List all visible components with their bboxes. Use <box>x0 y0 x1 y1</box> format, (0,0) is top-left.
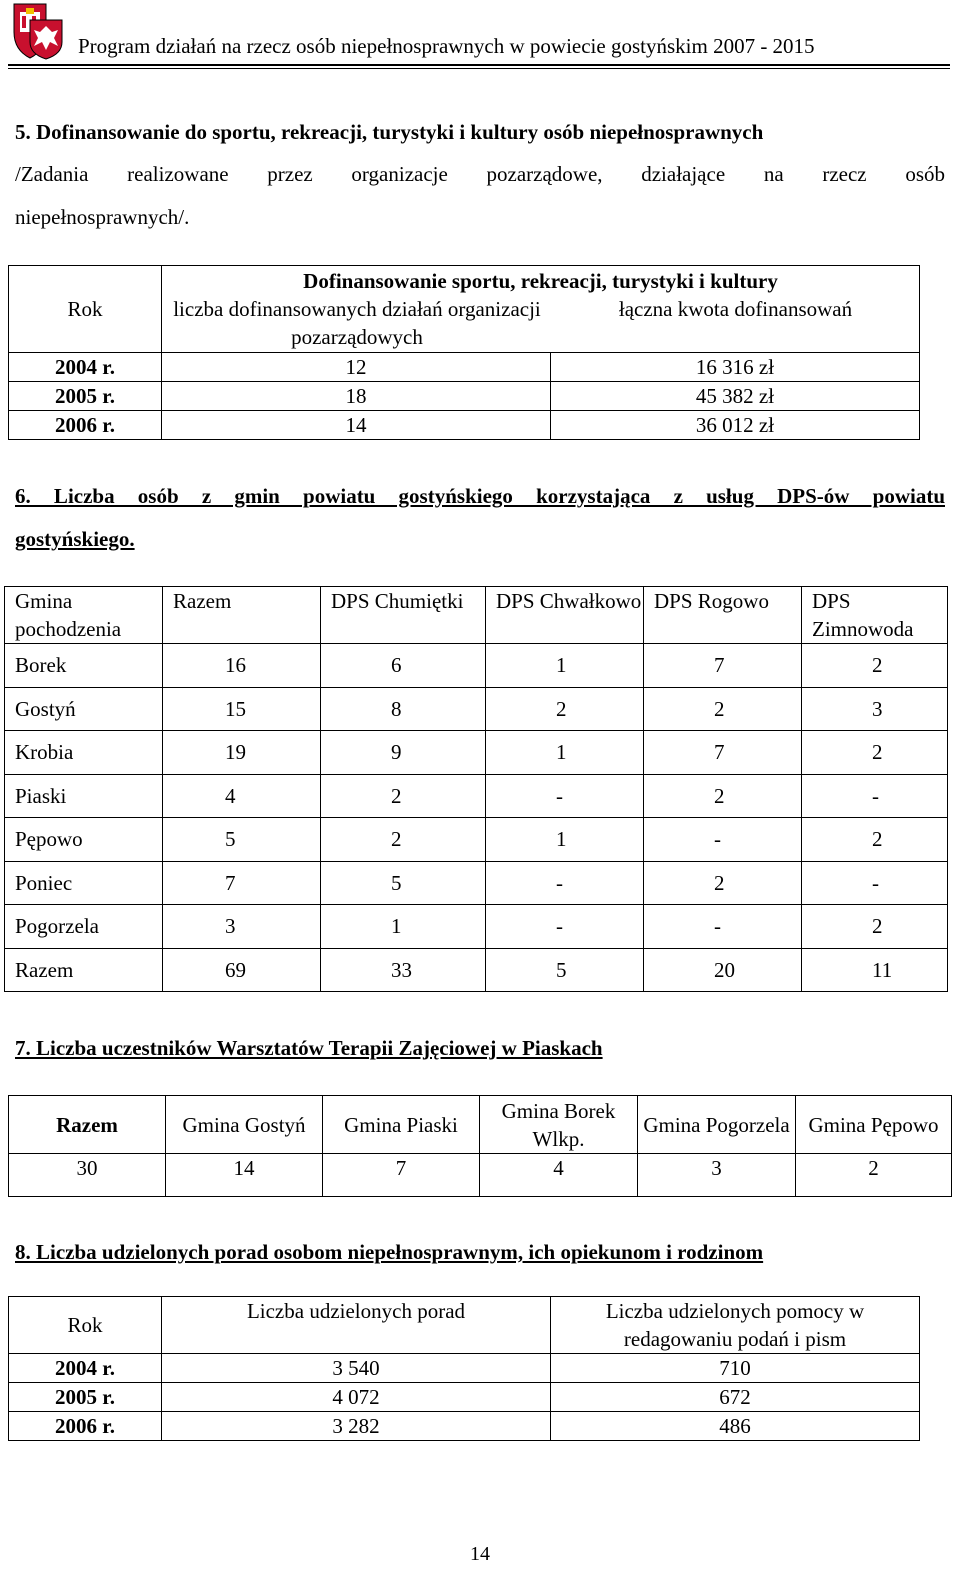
row-year: 2004 r. <box>9 353 162 382</box>
table-cell: 2 <box>644 687 802 731</box>
gmina-name-cell: Pępowo <box>5 818 163 862</box>
gmina-name-cell: Razem <box>5 948 163 992</box>
col-header-amount: łączna kwota dofinansowań <box>618 297 853 321</box>
dps-table <box>4 586 948 992</box>
table-cell: 1 <box>486 818 644 862</box>
table-cell: 4 <box>163 774 321 818</box>
table-cell: 8 <box>321 687 486 731</box>
table-cell: 5 <box>163 818 321 862</box>
table-row <box>5 818 948 862</box>
section-5-heading: 5. Dofinansowanie do sportu, rekreacji, turystyki i kultury osób niepełnosprawnych <box>15 120 764 144</box>
section-5-text-line2: niepełnosprawnych/. <box>15 205 190 229</box>
col-header-gmina: Gmina pochodzenia <box>5 587 163 644</box>
table-row <box>9 1354 920 1383</box>
table-cell: 69 <box>163 948 321 992</box>
gmina-name-cell: Poniec <box>5 861 163 905</box>
row-amount: 45 382 zł <box>551 382 920 411</box>
col-header-rok: Rok <box>9 1297 162 1354</box>
table-cell: 2 <box>802 905 948 949</box>
table-cell: 2 <box>321 774 486 818</box>
value-razem: 30 <box>9 1154 166 1197</box>
table-row <box>9 1154 952 1197</box>
eagle-emblem-logo <box>28 18 64 60</box>
gmina-name-cell: Pogorzela <box>5 905 163 949</box>
col-header-help: Liczba udzielonych pomocy w redagowaniu podań i pism <box>551 1297 920 1354</box>
table-cell: 3 <box>802 687 948 731</box>
table-row <box>5 731 948 775</box>
row-advice: 3 282 <box>162 1412 551 1441</box>
value-gostyn: 14 <box>166 1154 323 1197</box>
table-cell: 9 <box>321 731 486 775</box>
table-row <box>9 411 920 440</box>
row-year: 2005 r. <box>9 382 162 411</box>
col-header-gmina-gostyn: Gmina Gostyń <box>166 1096 323 1154</box>
table-cell: - <box>644 818 802 862</box>
funding-table <box>8 265 920 440</box>
section-6-heading-line2: gostyńskiego. <box>15 527 135 551</box>
table-cell: 2 <box>486 687 644 731</box>
page-number: 14 <box>470 1543 490 1565</box>
table-row <box>5 861 948 905</box>
table-row <box>9 353 920 382</box>
row-help: 672 <box>551 1383 920 1412</box>
table-cell: 33 <box>321 948 486 992</box>
table-cell: 5 <box>486 948 644 992</box>
table-cell: 5 <box>321 861 486 905</box>
table-cell: 7 <box>644 644 802 688</box>
table-row <box>5 948 948 992</box>
row-year: 2006 r. <box>9 411 162 440</box>
table-row <box>9 1383 920 1412</box>
table-cell: 7 <box>163 861 321 905</box>
table-cell: 16 <box>163 644 321 688</box>
row-year: 2006 r. <box>9 1412 162 1441</box>
row-count: 18 <box>162 382 551 411</box>
section-6-heading-line1: 6. Liczba osób z gmin powiatu gostyńskiego korzystająca z usług DPS-ów powiatu <box>15 484 945 508</box>
row-help: 710 <box>551 1354 920 1383</box>
table-cell: - <box>802 774 948 818</box>
row-help: 486 <box>551 1412 920 1441</box>
table-row <box>5 687 948 731</box>
row-year: 2004 r. <box>9 1354 162 1383</box>
value-pepowo: 2 <box>796 1154 952 1197</box>
group-header-title: Dofinansowanie sportu, rekreacji, turystyki i kultury <box>303 269 778 293</box>
gmina-name-cell: Borek <box>5 644 163 688</box>
table-cell: 1 <box>486 644 644 688</box>
header-divider-thin <box>8 68 950 69</box>
table-cell: - <box>802 861 948 905</box>
col-header-dps-rogowo: DPS Rogowo <box>644 587 802 644</box>
table-row <box>5 905 948 949</box>
table-cell: 19 <box>163 731 321 775</box>
col-header-count: liczba dofinansowanych działań organizacji pozarządowych <box>173 297 541 349</box>
table-cell: - <box>486 905 644 949</box>
table-cell: 2 <box>802 644 948 688</box>
table-row <box>5 644 948 688</box>
value-borek: 4 <box>480 1154 638 1197</box>
wtz-table <box>8 1095 952 1197</box>
row-year: 2005 r. <box>9 1383 162 1412</box>
table-cell: 3 <box>163 905 321 949</box>
table-cell: - <box>644 905 802 949</box>
row-advice: 4 072 <box>162 1383 551 1412</box>
gmina-name-cell: Piaski <box>5 774 163 818</box>
col-header-razem: Razem <box>9 1096 166 1154</box>
row-amount: 16 316 zł <box>551 353 920 382</box>
col-header-gmina-pepowo: Gmina Pępowo <box>796 1096 952 1154</box>
gmina-name-cell: Gostyń <box>5 687 163 731</box>
table-cell: 11 <box>802 948 948 992</box>
table-row <box>9 1412 920 1441</box>
col-header-rok: Rok <box>9 266 162 353</box>
value-piaski: 7 <box>323 1154 480 1197</box>
col-header-dps-zimnowoda: DPS Zimnowoda <box>802 587 948 644</box>
table-cell: 2 <box>644 774 802 818</box>
row-count: 14 <box>162 411 551 440</box>
header-divider <box>8 64 950 66</box>
table-cell: 20 <box>644 948 802 992</box>
row-advice: 3 540 <box>162 1354 551 1383</box>
document-header-title: Program działań na rzecz osób niepełnosprawnych w powiecie gostyńskim 2007 - 2015 <box>78 34 815 58</box>
section-8-heading: 8. Liczba udzielonych porad osobom niepełnosprawnym, ich opiekunom i rodzinom <box>15 1240 764 1264</box>
table-cell: 6 <box>321 644 486 688</box>
advice-table <box>8 1296 920 1441</box>
col-header-gmina-piaski: Gmina Piaski <box>323 1096 480 1154</box>
table-cell: 2 <box>802 731 948 775</box>
table-cell: - <box>486 861 644 905</box>
col-header-dps-chumietki: DPS Chumiętki <box>321 587 486 644</box>
table-cell: 1 <box>486 731 644 775</box>
table-row <box>9 382 920 411</box>
table-cell: 15 <box>163 687 321 731</box>
col-header-gmina-pogorzela: Gmina Pogorzela <box>638 1096 796 1154</box>
table-cell: 7 <box>644 731 802 775</box>
col-header-gmina-borek: Gmina Borek Wlkp. <box>480 1096 638 1154</box>
col-header-advice: Liczba udzielonych porad <box>162 1297 551 1354</box>
row-amount: 36 012 zł <box>551 411 920 440</box>
funding-group-header <box>162 266 920 353</box>
table-cell: 2 <box>644 861 802 905</box>
col-header-dps-chwalkowo: DPS Chwałkowo <box>486 587 644 644</box>
table-cell: - <box>486 774 644 818</box>
table-cell: 1 <box>321 905 486 949</box>
table-cell: 2 <box>802 818 948 862</box>
row-count: 12 <box>162 353 551 382</box>
section-5-text-line1: /Zadania realizowane przez organizacje pozarządowe, działające na rzecz osób <box>15 162 945 186</box>
gmina-name-cell: Krobia <box>5 731 163 775</box>
col-header-razem: Razem <box>163 587 321 644</box>
value-pogorzela: 3 <box>638 1154 796 1197</box>
table-cell: 2 <box>321 818 486 862</box>
section-7-heading: 7. Liczba uczestników Warsztatów Terapii Zajęciowej w Piaskach <box>15 1036 603 1060</box>
table-row <box>5 774 948 818</box>
